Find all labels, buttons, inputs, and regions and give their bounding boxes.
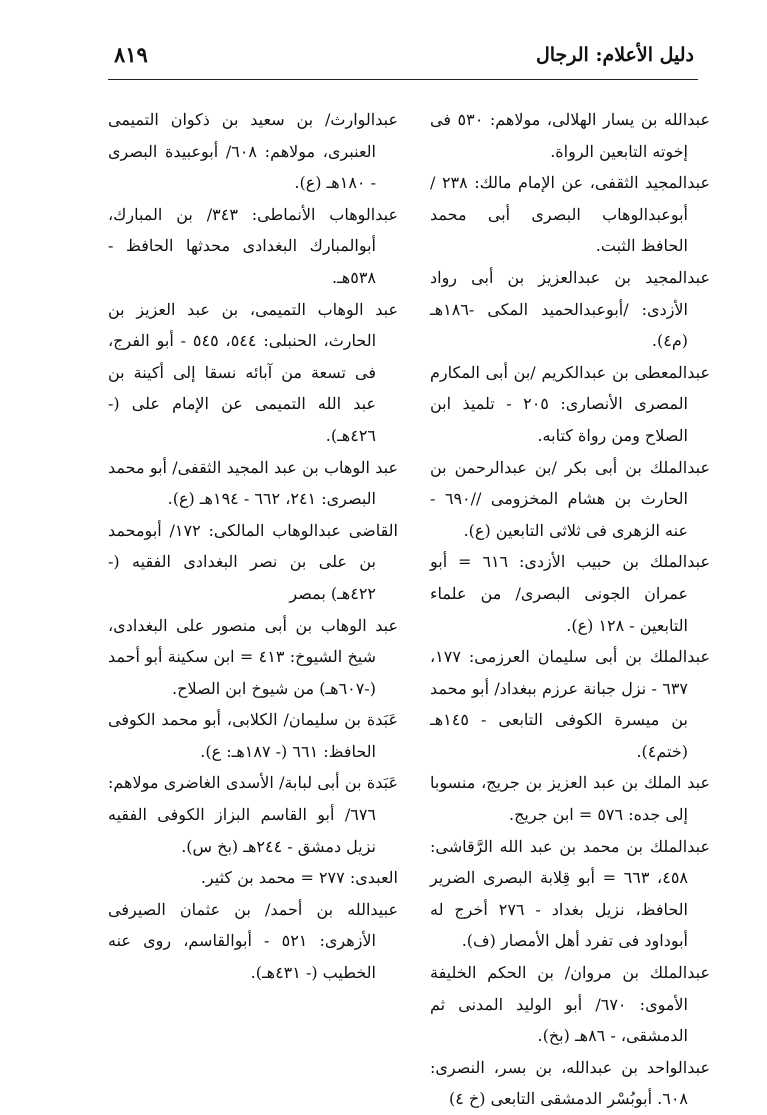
index-entry: عبدالملك بن أبى بكر /بن عبدالرحمن بن الحارث بن هشام المخزومى //٦٩٠ - عنه الزهرى فى ثلاثى التابعين (ع). [430, 457, 710, 540]
index-entry: عبد الوهاب بن أبى منصور على البغدادى، شيخ الشيوخ: ٤١٣ = ابن سكينة أبو أحمد (-٦٠٧هـ) من شيوخ ابن الصلاح. [108, 615, 398, 698]
index-entry: عَبَدة بن أبى لبابة/ الأسدى الغاضرى مولاهم: ٦٧٦/ أبو القاسم البزاز الكوفى الفقيه نزيل دمشق - ٢٤٤هـ (بخ س). [108, 773, 398, 856]
running-title: دليل الأعلام: الرجال [535, 44, 694, 66]
page-number: ٨١٩ [114, 42, 148, 67]
index-entry: عبدالملك بن مروان/ بن الحكم الخليفة الأموى: ٦٧٠/ أبو الوليد المدنى ثم الدمشقى، - ٨٦هـ (بخ). [430, 963, 710, 1046]
index-entry: القاضى عبدالوهاب المالكى: ١٧٢/ أبومحمد بن على بن نصر البغدادى الفقيه (- ٤٢٢هـ) بمصر [108, 520, 398, 603]
index-entry: عبدالواحد بن عبدالله، بن بسر، النصرى: ٦٠٨. أبوبُسْر الدمشقى التابعى (خ ٤) [430, 1057, 710, 1109]
index-entry: عبدالمجيد بن عبدالعزيز بن أبى رواد الأزدى: /أبوعبدالحميد المكى -١٨٦هـ (م٤). [430, 267, 710, 351]
index-entry: عبد الوهاب بن عبد المجيد الثقفى/ أبو محمد البصرى: ٢٤١، ٦٦٢ - ١٩٤هـ (ع). [108, 457, 398, 509]
index-entry: عبد الوهاب التميمى، بن عبد العزيز بن الحارث، الحنبلى: ٥٤٤، ٥٤٥ - أبو الفرج، فى تسعة من آبائه نسقا إلى أكينة بن عبد الله التميمى عن الإمام على (- ٤٢٦هـ). [108, 299, 398, 445]
index-entry: عبدالمجيد الثقفى، عن الإمام مالك: ٢٣٨ /أبوعبدالوهاب البصرى أبى محمد الحافظ الثبت. [430, 173, 710, 256]
index-entry: عَبَدة بن سليمان/ الكلابى، أبو محمد الكوفى الحافظ: ٦٦١ (- ١٨٧هـ: ع). [108, 710, 398, 761]
left-column [108, 104, 398, 989]
index-entry: العبدى: ٢٧٧ = محمد بن كثير. [200, 868, 398, 888]
index-entry: عبدالوهاب الأنماطى: ٣٤٣/ بن المبارك، أبوالمبارك البغدادى محدثها الحافظ - ٥٣٨هـ. [108, 204, 398, 287]
index-entry: عبد الملك بن عبد العزيز بن جريج، منسوبا إلى جده: ٥٧٦ = ابن جريج. [430, 773, 710, 825]
index-entry: عبدالملك بن حبيب الأزدى: ٦١٦ = أبو عمران الجونى البصرى/ من علماء التابعين - ١٢٨ (ع). [430, 552, 710, 635]
index-entry: عبدالوارث/ بن سعيد بن ذكوان التميمى العنبرى، مولاهم: ٦٠٨/ أبوعبيدة البصرى - ١٨٠هـ (ع). [108, 110, 398, 193]
index-entry: عبيدالله بن أحمد/ بن عثمان الصيرفى الأزهرى: ٥٢١ - أبوالقاسم، روى عنه الخطيب (- ٤٣١هـ). [108, 899, 398, 983]
page-header [108, 38, 698, 78]
index-entry: عبدالملك بن أبى سليمان العرزمى: ١٧٧، ٦٣٧ - نزل جبانة عرزم ببغداد/ أبو محمد بن ميسرة الكوفى التابعى - ١٤٥هـ (ختم٤). [430, 647, 710, 761]
header-rule [108, 79, 698, 80]
index-entry: عبدالملك بن محمد بن عبد الله الرَّقاشى: ٤٥٨، ٦٦٣ = أبو قِلابة البصرى الضرير الحافظ، نزيل بغداد - ٢٧٦ أخرج له أبوداود فى تفرد أهل الأمصار (ف). [430, 836, 710, 951]
index-entry: عبدالله بن يسار الهلالى، مولاهم: ٥٣٠ فى إخوته التابعين الرواة. [430, 110, 710, 161]
index-entry: عبدالمعطى بن عبدالكريم /بن أبى المكارم المصرى الأنصارى: ٢٠٥ - تلميذ ابن الصلاح ومن رواة كتابه. [430, 362, 710, 445]
right-column [430, 104, 710, 1115]
